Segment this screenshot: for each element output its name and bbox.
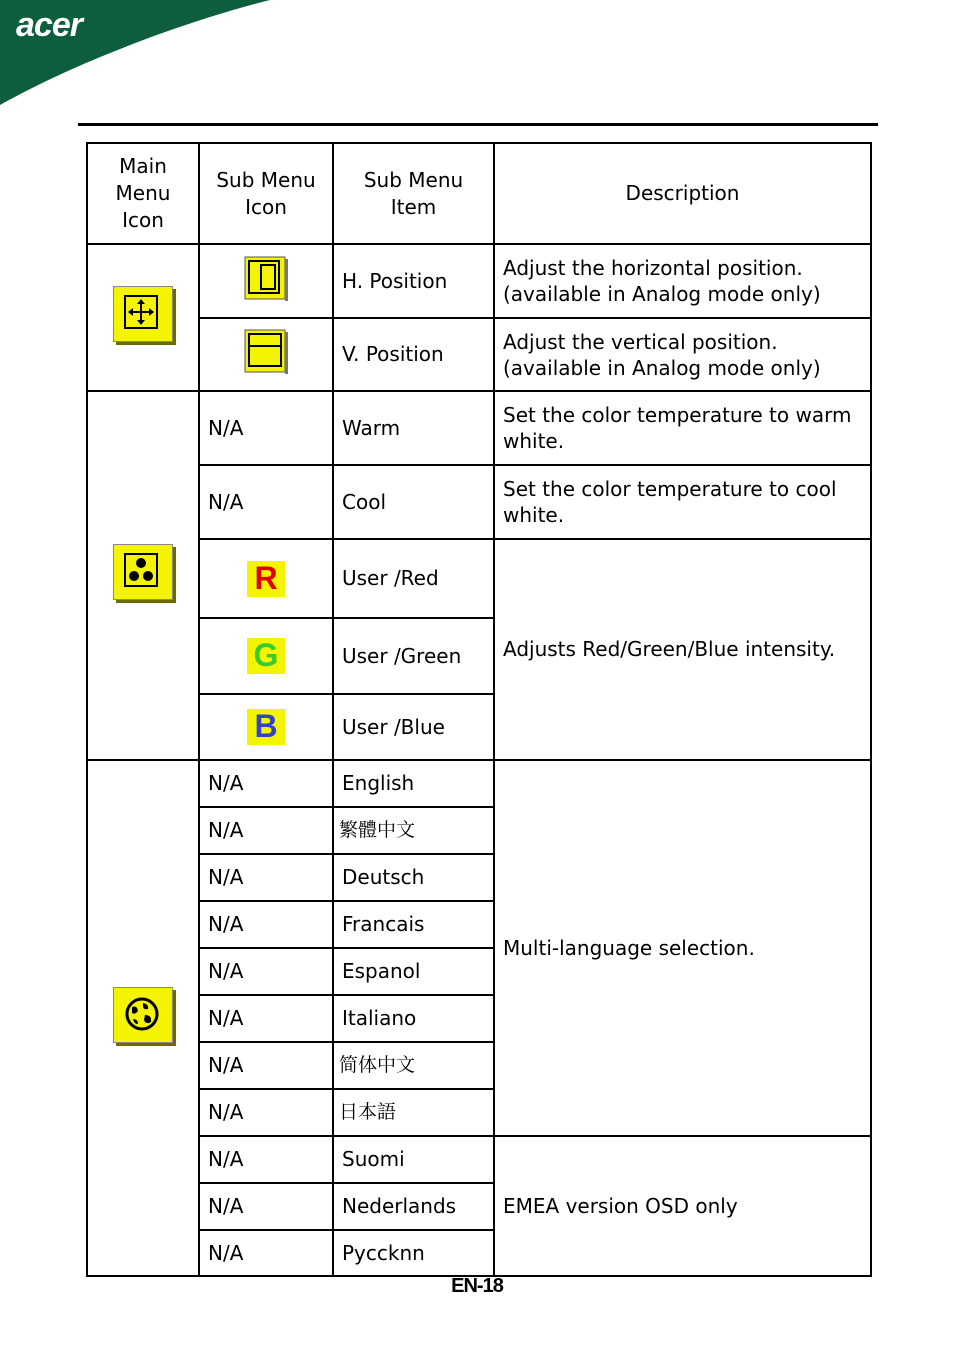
- sub-icon-na: N/A: [199, 1089, 333, 1136]
- sub-icon-na: N/A: [199, 1230, 333, 1276]
- sub-menu-item: User /Blue: [333, 694, 494, 760]
- header-banner: [0, 0, 954, 110]
- sub-icon-na: N/A: [199, 465, 333, 539]
- green-g-icon: G: [247, 638, 285, 674]
- sub-menu-item: 日本語: [333, 1089, 494, 1136]
- sub-menu-item: Italiano: [333, 995, 494, 1042]
- description: Adjust the horizontal position. (available in Analog mode only): [494, 244, 871, 318]
- sub-icon-na: N/A: [199, 1136, 333, 1183]
- sub-menu-item: User /Green: [333, 618, 494, 694]
- color-dots-icon: [113, 544, 173, 600]
- header-rule: [78, 123, 878, 126]
- description: Adjust the vertical position. (available in Analog mode only): [494, 318, 871, 391]
- sub-icon-na: N/A: [199, 854, 333, 901]
- globe-icon: [113, 987, 173, 1043]
- h-position-icon: [243, 255, 289, 301]
- sub-menu-item: 简体中文: [333, 1042, 494, 1089]
- sub-icon-cell: [199, 244, 333, 318]
- col-main-menu-icon: Main Menu Icon: [87, 143, 199, 244]
- sub-menu-item: Nederlands: [333, 1183, 494, 1230]
- main-menu-cell: [87, 760, 199, 1276]
- sub-menu-item: User /Red: [333, 539, 494, 618]
- sub-icon-na: N/A: [199, 391, 333, 465]
- acer-logo: acer: [16, 6, 82, 44]
- sub-menu-item: V. Position: [333, 318, 494, 391]
- sub-icon-cell: [199, 618, 333, 694]
- description: Set the color temperature to warm white.: [494, 391, 871, 465]
- sub-icon-na: N/A: [199, 807, 333, 854]
- col-sub-menu-item: Sub Menu Item: [333, 143, 494, 244]
- table-row: [87, 244, 871, 318]
- page-number: EN-18: [451, 1275, 503, 1297]
- sub-menu-item: Deutsch: [333, 854, 494, 901]
- col-description: Description: [494, 143, 871, 244]
- table-row: [87, 1136, 871, 1183]
- table-row: [87, 391, 871, 465]
- sub-icon-na: N/A: [199, 901, 333, 948]
- description: Set the color temperature to cool white.: [494, 465, 871, 539]
- sub-menu-item: Suomi: [333, 1136, 494, 1183]
- sub-menu-item: English: [333, 760, 494, 807]
- sub-menu-item: Espanol: [333, 948, 494, 995]
- description: Adjusts Red/Green/Blue intensity.: [494, 539, 871, 760]
- sub-menu-item: Francais: [333, 901, 494, 948]
- sub-menu-item: Warm: [333, 391, 494, 465]
- description: Multi-language selection.: [494, 760, 871, 1136]
- table-row: [87, 465, 871, 539]
- table-row: [87, 539, 871, 618]
- main-menu-cell: [87, 391, 199, 760]
- sub-icon-cell: [199, 318, 333, 391]
- osd-menu-table: [86, 142, 872, 1277]
- sub-icon-na: N/A: [199, 1042, 333, 1089]
- description: EMEA version OSD only: [494, 1136, 871, 1276]
- move-arrows-icon: [113, 286, 173, 342]
- sub-icon-cell: [199, 694, 333, 760]
- blue-b-icon: B: [247, 709, 285, 745]
- sub-icon-na: N/A: [199, 1183, 333, 1230]
- sub-icon-cell: [199, 539, 333, 618]
- table-row: [87, 318, 871, 391]
- table-header-row: [87, 143, 871, 244]
- col-sub-menu-icon: Sub Menu Icon: [199, 143, 333, 244]
- sub-menu-item: 繁體中文: [333, 807, 494, 854]
- sub-icon-na: N/A: [199, 760, 333, 807]
- v-position-icon: [243, 328, 289, 374]
- table-row: [87, 760, 871, 807]
- sub-menu-item: H. Position: [333, 244, 494, 318]
- red-r-icon: R: [247, 561, 285, 597]
- main-menu-cell: [87, 244, 199, 391]
- sub-icon-na: N/A: [199, 995, 333, 1042]
- sub-icon-na: N/A: [199, 948, 333, 995]
- sub-menu-item: Pyccknn: [333, 1230, 494, 1276]
- sub-menu-item: Cool: [333, 465, 494, 539]
